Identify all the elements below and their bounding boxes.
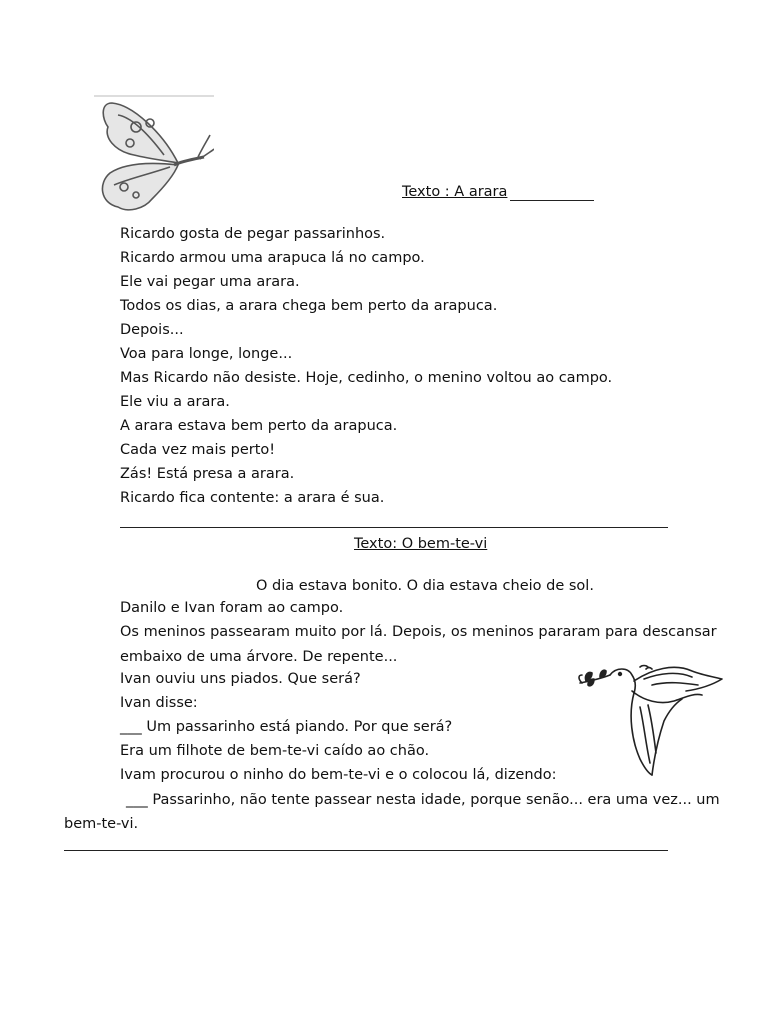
text2-line-7: Era um filhote de bem-te-vi caído ao chão.: [120, 743, 430, 759]
text1-line-6: Voa para longe, longe...: [120, 346, 293, 362]
text1-line-9: A arara estava bem perto da arapuca.: [120, 418, 398, 434]
text2-line-1: Danilo e Ivan foram ao campo.: [120, 600, 344, 616]
text2-intro: O dia estava bonito. O dia estava cheio de sol.: [256, 578, 594, 594]
text1-line-5: Depois...: [120, 322, 184, 338]
text1-line-4: Todos os dias, a arara chega bem perto da arapuca.: [120, 298, 498, 314]
text1-line-7: Mas Ricardo não desiste. Hoje, cedinho, o menino voltou ao campo.: [120, 370, 613, 386]
text1-line-2: Ricardo armou uma arapuca lá no campo.: [120, 250, 425, 266]
text1-line-3: Ele vai pegar uma arara.: [120, 274, 300, 290]
text1-line-11: Zás! Está presa a arara.: [120, 466, 295, 482]
text2-line-3: embaixo de uma árvore. De repente...: [120, 649, 398, 665]
title-underline-blank: [510, 200, 594, 201]
butterfly-icon: [94, 95, 214, 217]
dove-with-olive-branch-icon: [574, 655, 730, 779]
text1-line-10: Cada vez mais perto!: [120, 442, 276, 458]
text1-title: Texto : A arara: [402, 184, 508, 200]
text2-line-6: ___ Um passarinho está piando. Por que será?: [120, 719, 453, 735]
text2-line-2: Os meninos passearam muito por lá. Depois, os meninos pararam para descansar: [120, 624, 717, 640]
text1-line-12: Ricardo fica contente: a arara é sua.: [120, 490, 385, 506]
text2-line-5: Ivan disse:: [120, 695, 198, 711]
text2-line-8: Ivam procurou o ninho do bem-te-vi e o colocou lá, dizendo:: [120, 767, 557, 783]
text2-title: Texto: O bem-te-vi: [354, 536, 488, 552]
separator-1: [120, 527, 668, 528]
text2-line-4: Ivan ouviu uns piados. Que será?: [120, 671, 361, 687]
text1-line-8: Ele viu a arara.: [120, 394, 230, 410]
text1-line-1: Ricardo gosta de pegar passarinhos.: [120, 226, 386, 242]
text2-line-10: bem-te-vi.: [64, 816, 139, 832]
text2-line-9: ___ Passarinho, não tente passear nesta idade, porque senão... era uma vez... um: [126, 792, 720, 808]
separator-2: [64, 850, 668, 851]
